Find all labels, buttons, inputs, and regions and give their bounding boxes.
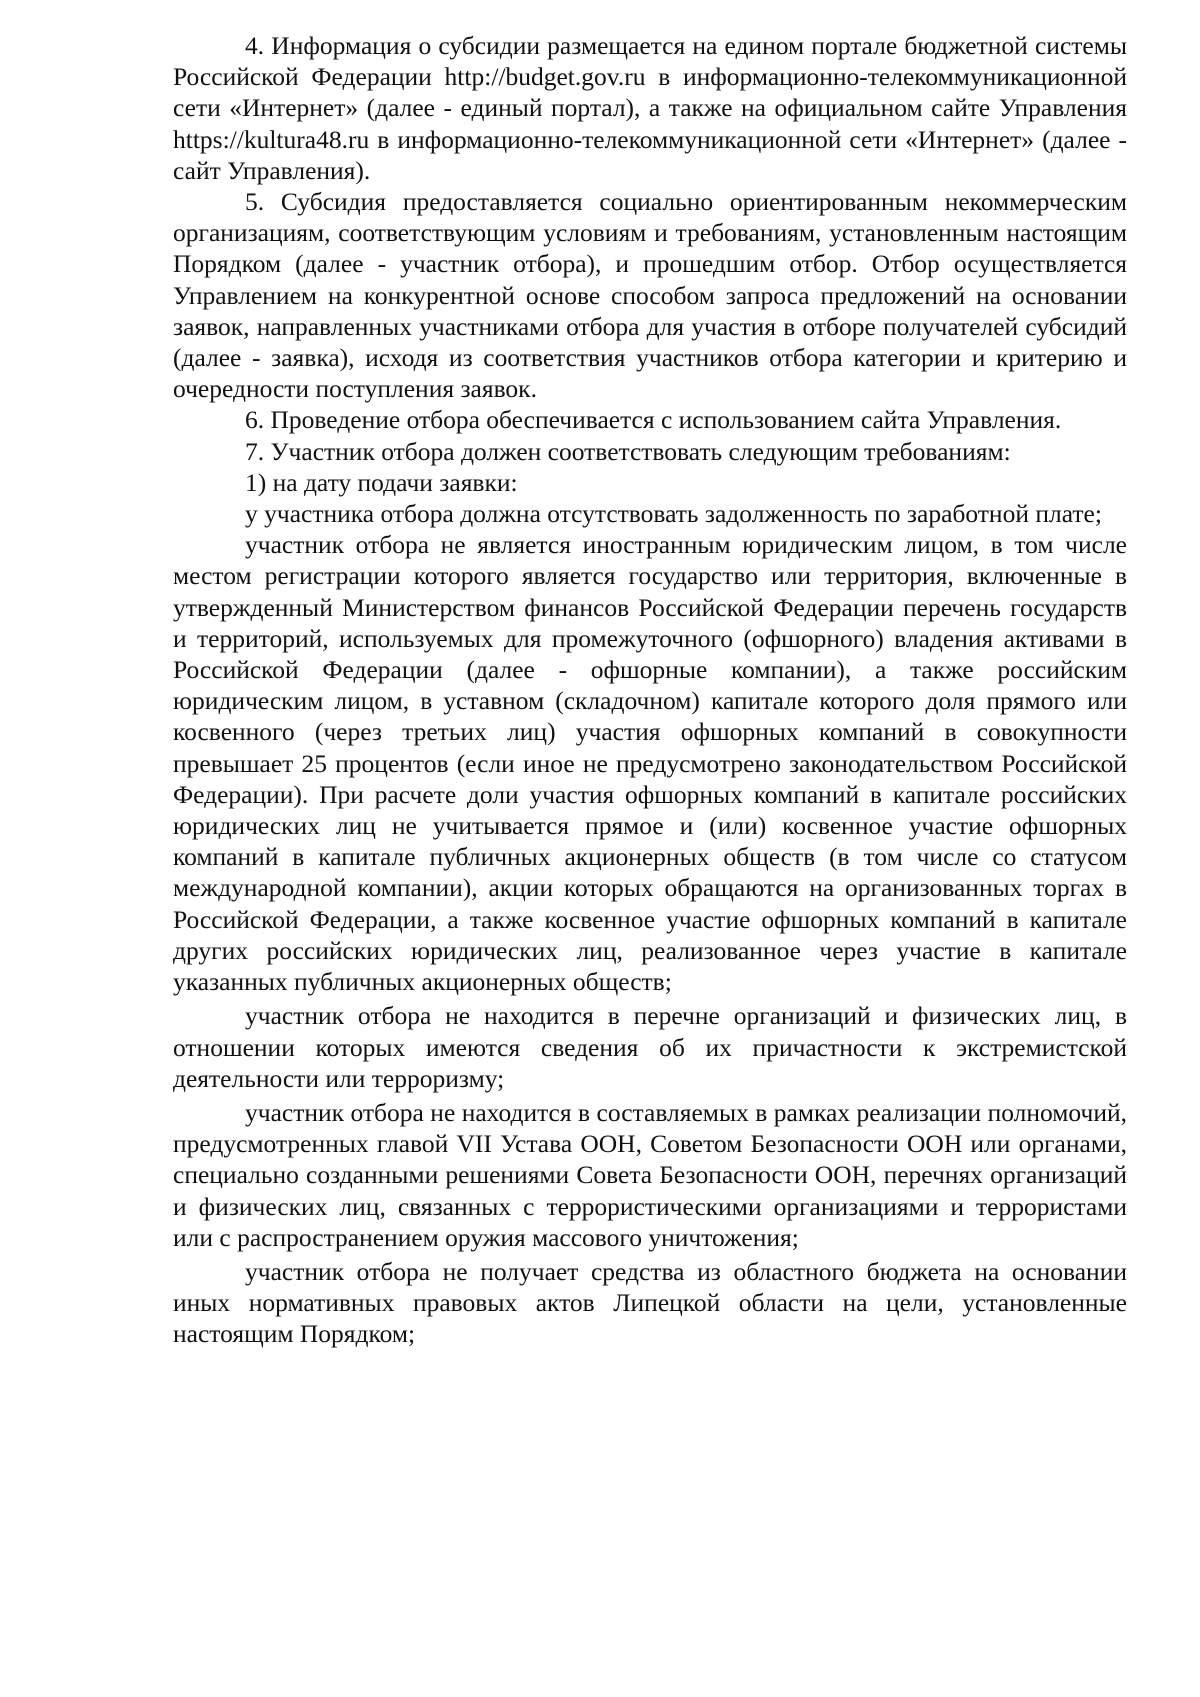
requirement-not-un-list: участник отбора не находится в составляемых в рамках реализации полномочий, предусмотренных главой VII Устава ООН, Советом Безопасности ООН или органами, специально созданными решениями Совета Безопасности ООН, перечнях организаций и физических лиц, связанных с террористическими организациями и террористами или с распространением оружия массового уничтожения; — [173, 1097, 1127, 1252]
paragraph-7-requirements: 7. Участник отбора должен соответствовать следующим требованиям: — [245, 436, 1011, 466]
paragraph-5-subsidy-provision: 5. Субсидия предоставляется социально ориентированным некоммерческим организациям, соответствующим условиям и требованиям, установленным настоящим Порядком (далее - участник отбора), и прошедшим отбор. Отбор осуществляется Управлением на конкурентной основе способом запроса предложений на основании заявок, направленных участниками отбора для участия в отборе получателей субсидий (далее - заявка), исходя из соответствия участников отбора категории и критерию и очередности поступления заявок. — [173, 187, 1127, 404]
requirement-not-extremist-list: участник отбора не находится в перечне организаций и физических лиц, в отношении которых имеются сведения об их причастности к экстремистской деятельности или терроризму; — [173, 1001, 1127, 1093]
requirement-no-regional-funds: участник отбора не получает средства из областного бюджета на основании иных нормативных правовых актов Липецкой области на цели, установленные настоящим Порядком; — [173, 1256, 1127, 1349]
requirement-1-date: 1) на дату подачи заявки: — [245, 467, 518, 497]
requirement-not-foreign-entity: участник отбора не является иностранным юридическим лицом, в том числе местом регистрации которого является государство или территория, включенные в утвержденный Министерством финансов Российской Федерации перечень государств и территорий, используемых для промежуточного (офшорного) владения активами в Российской Федерации (далее - офшорные компании), а также российским юридическим лицом, в уставном (складочном) капитале которого доля прямого или косвенного (через третьих лиц) участия офшорных компаний в совокупности превышает 25 процентов (если иное не предусмотрено законодательством Российской Федерации). При расчете доли участия офшорных компаний в капитале российских юридических лиц не учитывается прямое и (или) косвенное участие офшорных компаний в капитале публичных акционерных обществ (в том числе со статусом международной компании), акции которых обращаются на организованных торгах в Российской Федерации, а также косвенное участие офшорных компаний в капитале других российских юридических лиц, реализованное через участие в капитале указанных публичных акционерных обществ; — [173, 530, 1127, 997]
paragraph-6-selection-site: 6. Проведение отбора обеспечивается с использованием сайта Управления. — [245, 405, 1062, 435]
requirement-no-wage-debt: у участника отбора должна отсутствовать задолженность по заработной плате; — [245, 499, 1102, 529]
paragraph-4-subsidy-info: 4. Информация о субсидии размещается на едином портале бюджетной системы Российской Федерации http://budget.gov.ru в информационно-телекоммуникационной сети «Интернет» (далее - единый портал), а также на официальном сайте Управления https://kultura48.ru в информационно-телекоммуникационной сети «Интернет» (далее - сайт Управления). — [173, 31, 1127, 185]
document-page — [173, 30, 1127, 1350]
